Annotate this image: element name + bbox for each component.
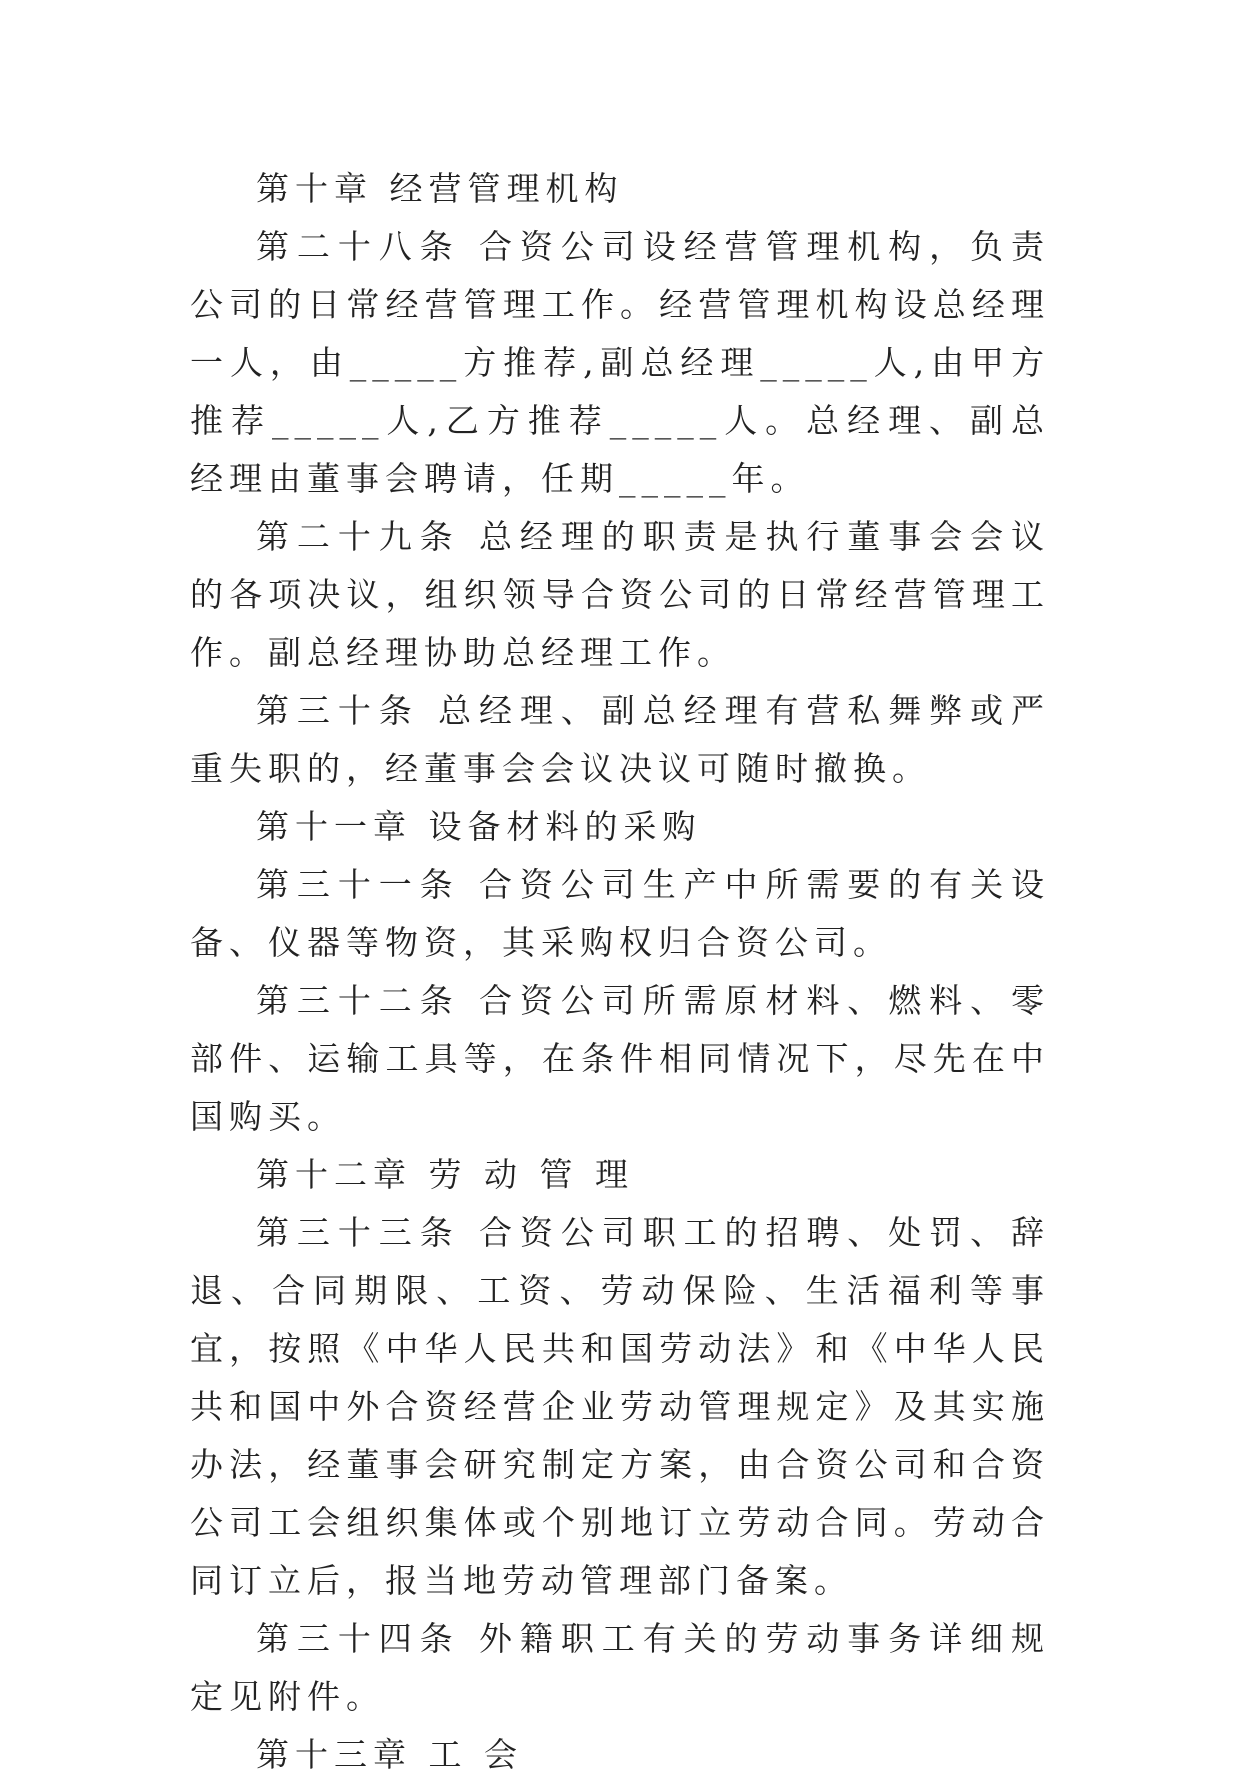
article-34: 第三十四条 外籍职工有关的劳动事务详细规定见附件。 <box>190 1619 1050 1716</box>
chapter-13-heading: 第十三章 工 会 <box>256 1735 523 1774</box>
chapter-10-heading: 第十章 经营管理机构 <box>256 169 624 208</box>
article-28: 第二十八条 合资公司设经营管理机构，负责公司的日常经营管理工作。经营管理机构设总经理一人，由_____方推荐,副总经理_____人,由甲方推荐_____人,乙方推荐_____人。总经理、副总经理由董事会聘请，任期_____年。 <box>190 227 1050 498</box>
chapter-12-heading: 第十二章 劳 动 管 理 <box>256 1155 634 1194</box>
article-33: 第三十三条 合资公司职工的招聘、处罚、辞退、合同期限、工资、劳动保险、生活福利等事宜，按照《中华人民共和国劳动法》和《中华人民共和国中外合资经营企业劳动管理规定》及其实施办法，经董事会研究制定方案，由合资公司和合资公司工会组织集体或个别地订立劳动合同。劳动合同订立后，报当地劳动管理部门备案。 <box>190 1213 1050 1600</box>
document-page <box>190 160 1050 1784</box>
article-29: 第二十九条 总经理的职责是执行董事会会议的各项决议，组织领导合资公司的日常经营管理工作。副总经理协助总经理工作。 <box>190 517 1050 672</box>
article-30: 第三十条 总经理、副总经理有营私舞弊或严重失职的，经董事会会议决议可随时撤换。 <box>190 691 1050 788</box>
article-31: 第三十一条 合资公司生产中所需要的有关设备、仪器等物资，其采购权归合资公司。 <box>190 865 1050 962</box>
chapter-11-heading: 第十一章 设备材料的采购 <box>256 807 702 846</box>
article-32: 第三十二条 合资公司所需原材料、燃料、零部件、运输工具等，在条件相同情况下，尽先在中国购买。 <box>190 981 1050 1136</box>
